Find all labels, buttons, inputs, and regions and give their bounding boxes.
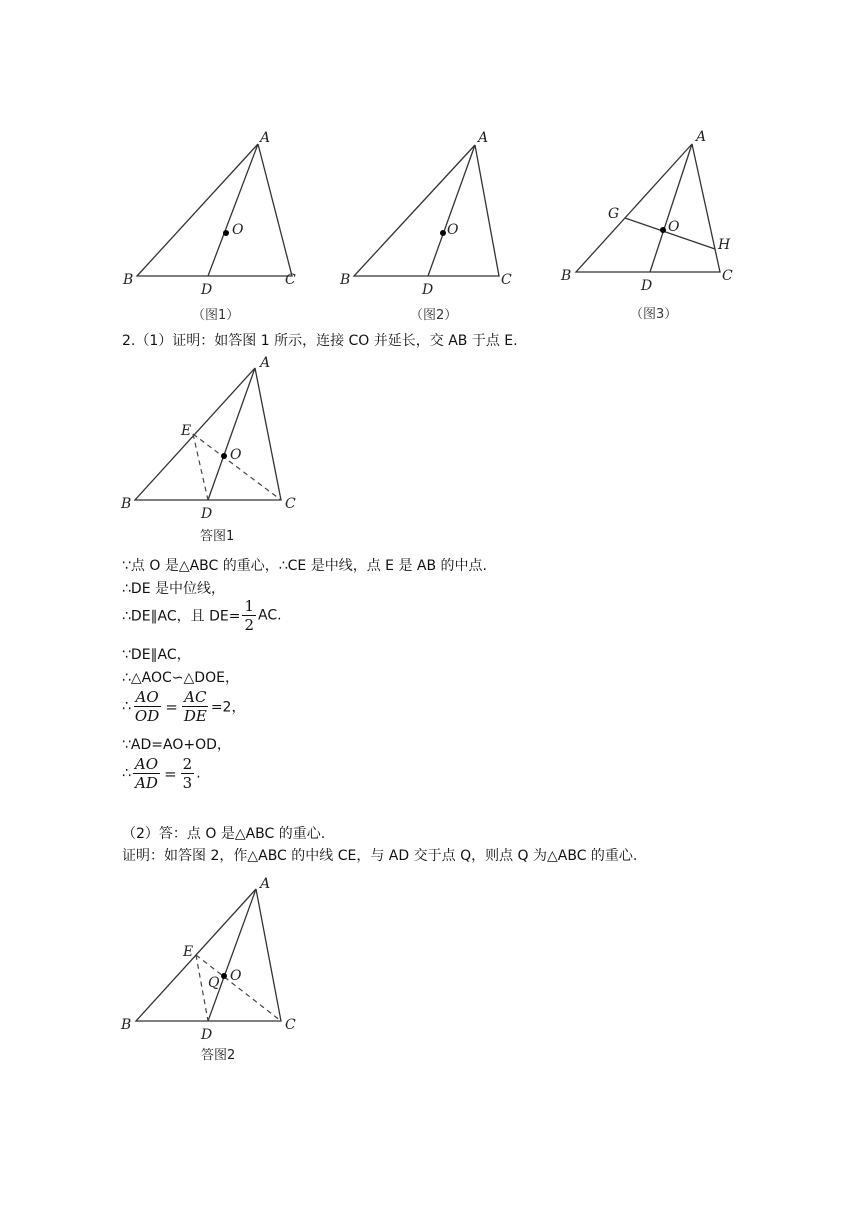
svg-text:O: O [230, 447, 242, 463]
proof-line-3-post: AC. [258, 607, 282, 624]
equals-sign: = [165, 697, 178, 716]
proof-line-2: ∴DE 是中位线， [122, 581, 225, 597]
svg-text:A: A [696, 129, 707, 145]
svg-text:O: O [230, 968, 242, 984]
svg-text:D: D [201, 1027, 213, 1043]
svg-text:A: A [260, 130, 271, 146]
svg-text:C: C [722, 268, 733, 284]
svg-text:D: D [641, 278, 653, 294]
therefore-symbol: ∴ [122, 765, 131, 782]
svg-text:B: B [561, 268, 572, 284]
figure-3-caption: （图3） [630, 307, 678, 322]
fraction-two-thirds: $\frac{2}{3}$ [182, 755, 193, 792]
svg-text:C: C [285, 496, 296, 512]
svg-text:O: O [447, 222, 459, 238]
figure-2 [335, 128, 535, 298]
svg-text:H: H [718, 237, 731, 253]
proof-line-3-pre: ∴DE∥AC，且 DE= [122, 608, 241, 625]
svg-text:B: B [340, 272, 351, 288]
svg-text:D: D [201, 282, 213, 298]
svg-text:D: D [201, 506, 213, 522]
fraction-ao-od: $\frac{AO}{OD}$ [134, 688, 160, 725]
svg-text:A: A [478, 130, 489, 146]
figure-3 [555, 128, 755, 298]
svg-text:E: E [183, 944, 194, 960]
therefore-symbol: ∴ [122, 698, 131, 715]
svg-text:B: B [121, 496, 132, 512]
svg-text:G: G [608, 206, 620, 222]
proof-line-4: ∵DE∥AC， [122, 647, 191, 663]
answer-figure-2-caption: 答图2 [201, 1048, 236, 1063]
proof-line-6 [122, 688, 245, 725]
svg-text:A: A [260, 876, 271, 892]
figure-1-caption: （图1） [192, 308, 240, 323]
svg-text:A: A [260, 355, 271, 371]
proof-line-6-post: =2， [210, 699, 246, 716]
fraction-ao-ad: $\frac{AO}{AD}$ [134, 755, 159, 792]
svg-text:Q: Q [208, 975, 220, 991]
svg-text:O: O [668, 219, 680, 235]
proof-line-7: ∵AD=AO+OD， [122, 737, 231, 753]
proof-line-8-post: . [196, 765, 201, 782]
fraction-ac-de: $\frac{AC}{DE}$ [183, 688, 207, 725]
answer-figure-1 [115, 352, 315, 522]
figure-1 [115, 128, 315, 298]
svg-text:C: C [285, 1017, 296, 1033]
part1-intro: 2.（1）证明：如答图 1 所示，连接 CO 并延长，交 AB 于点 E. [122, 333, 518, 349]
proof-line-5: ∴△AOC∽△DOE， [122, 670, 239, 686]
figure-2-caption: （图2） [410, 308, 458, 323]
svg-text:B: B [121, 1017, 132, 1033]
proof-line-3 [122, 597, 282, 634]
equals-sign: = [164, 764, 177, 783]
proof-line-1: ∵点 O 是△ABC 的重心，∴CE 是中线，点 E 是 AB 的中点. [122, 558, 488, 574]
part2-answer: （2）答：点 O 是△ABC 的重心. [122, 826, 326, 842]
answer-figure-1-caption: 答图1 [200, 529, 235, 544]
svg-text:C: C [501, 272, 512, 288]
svg-text:C: C [285, 272, 296, 288]
svg-text:O: O [232, 222, 244, 238]
part2-proof: 证明：如答图 2，作△ABC 的中线 CE，与 AD 交于点 Q，则点 Q 为△ABC 的重心. [122, 848, 638, 864]
proof-line-8 [122, 755, 201, 792]
svg-text:E: E [181, 423, 192, 439]
fraction-one-half: $\frac{1}{2}$ [244, 597, 254, 634]
answer-figure-2 [115, 873, 315, 1043]
svg-text:B: B [123, 272, 134, 288]
svg-text:D: D [422, 282, 434, 298]
